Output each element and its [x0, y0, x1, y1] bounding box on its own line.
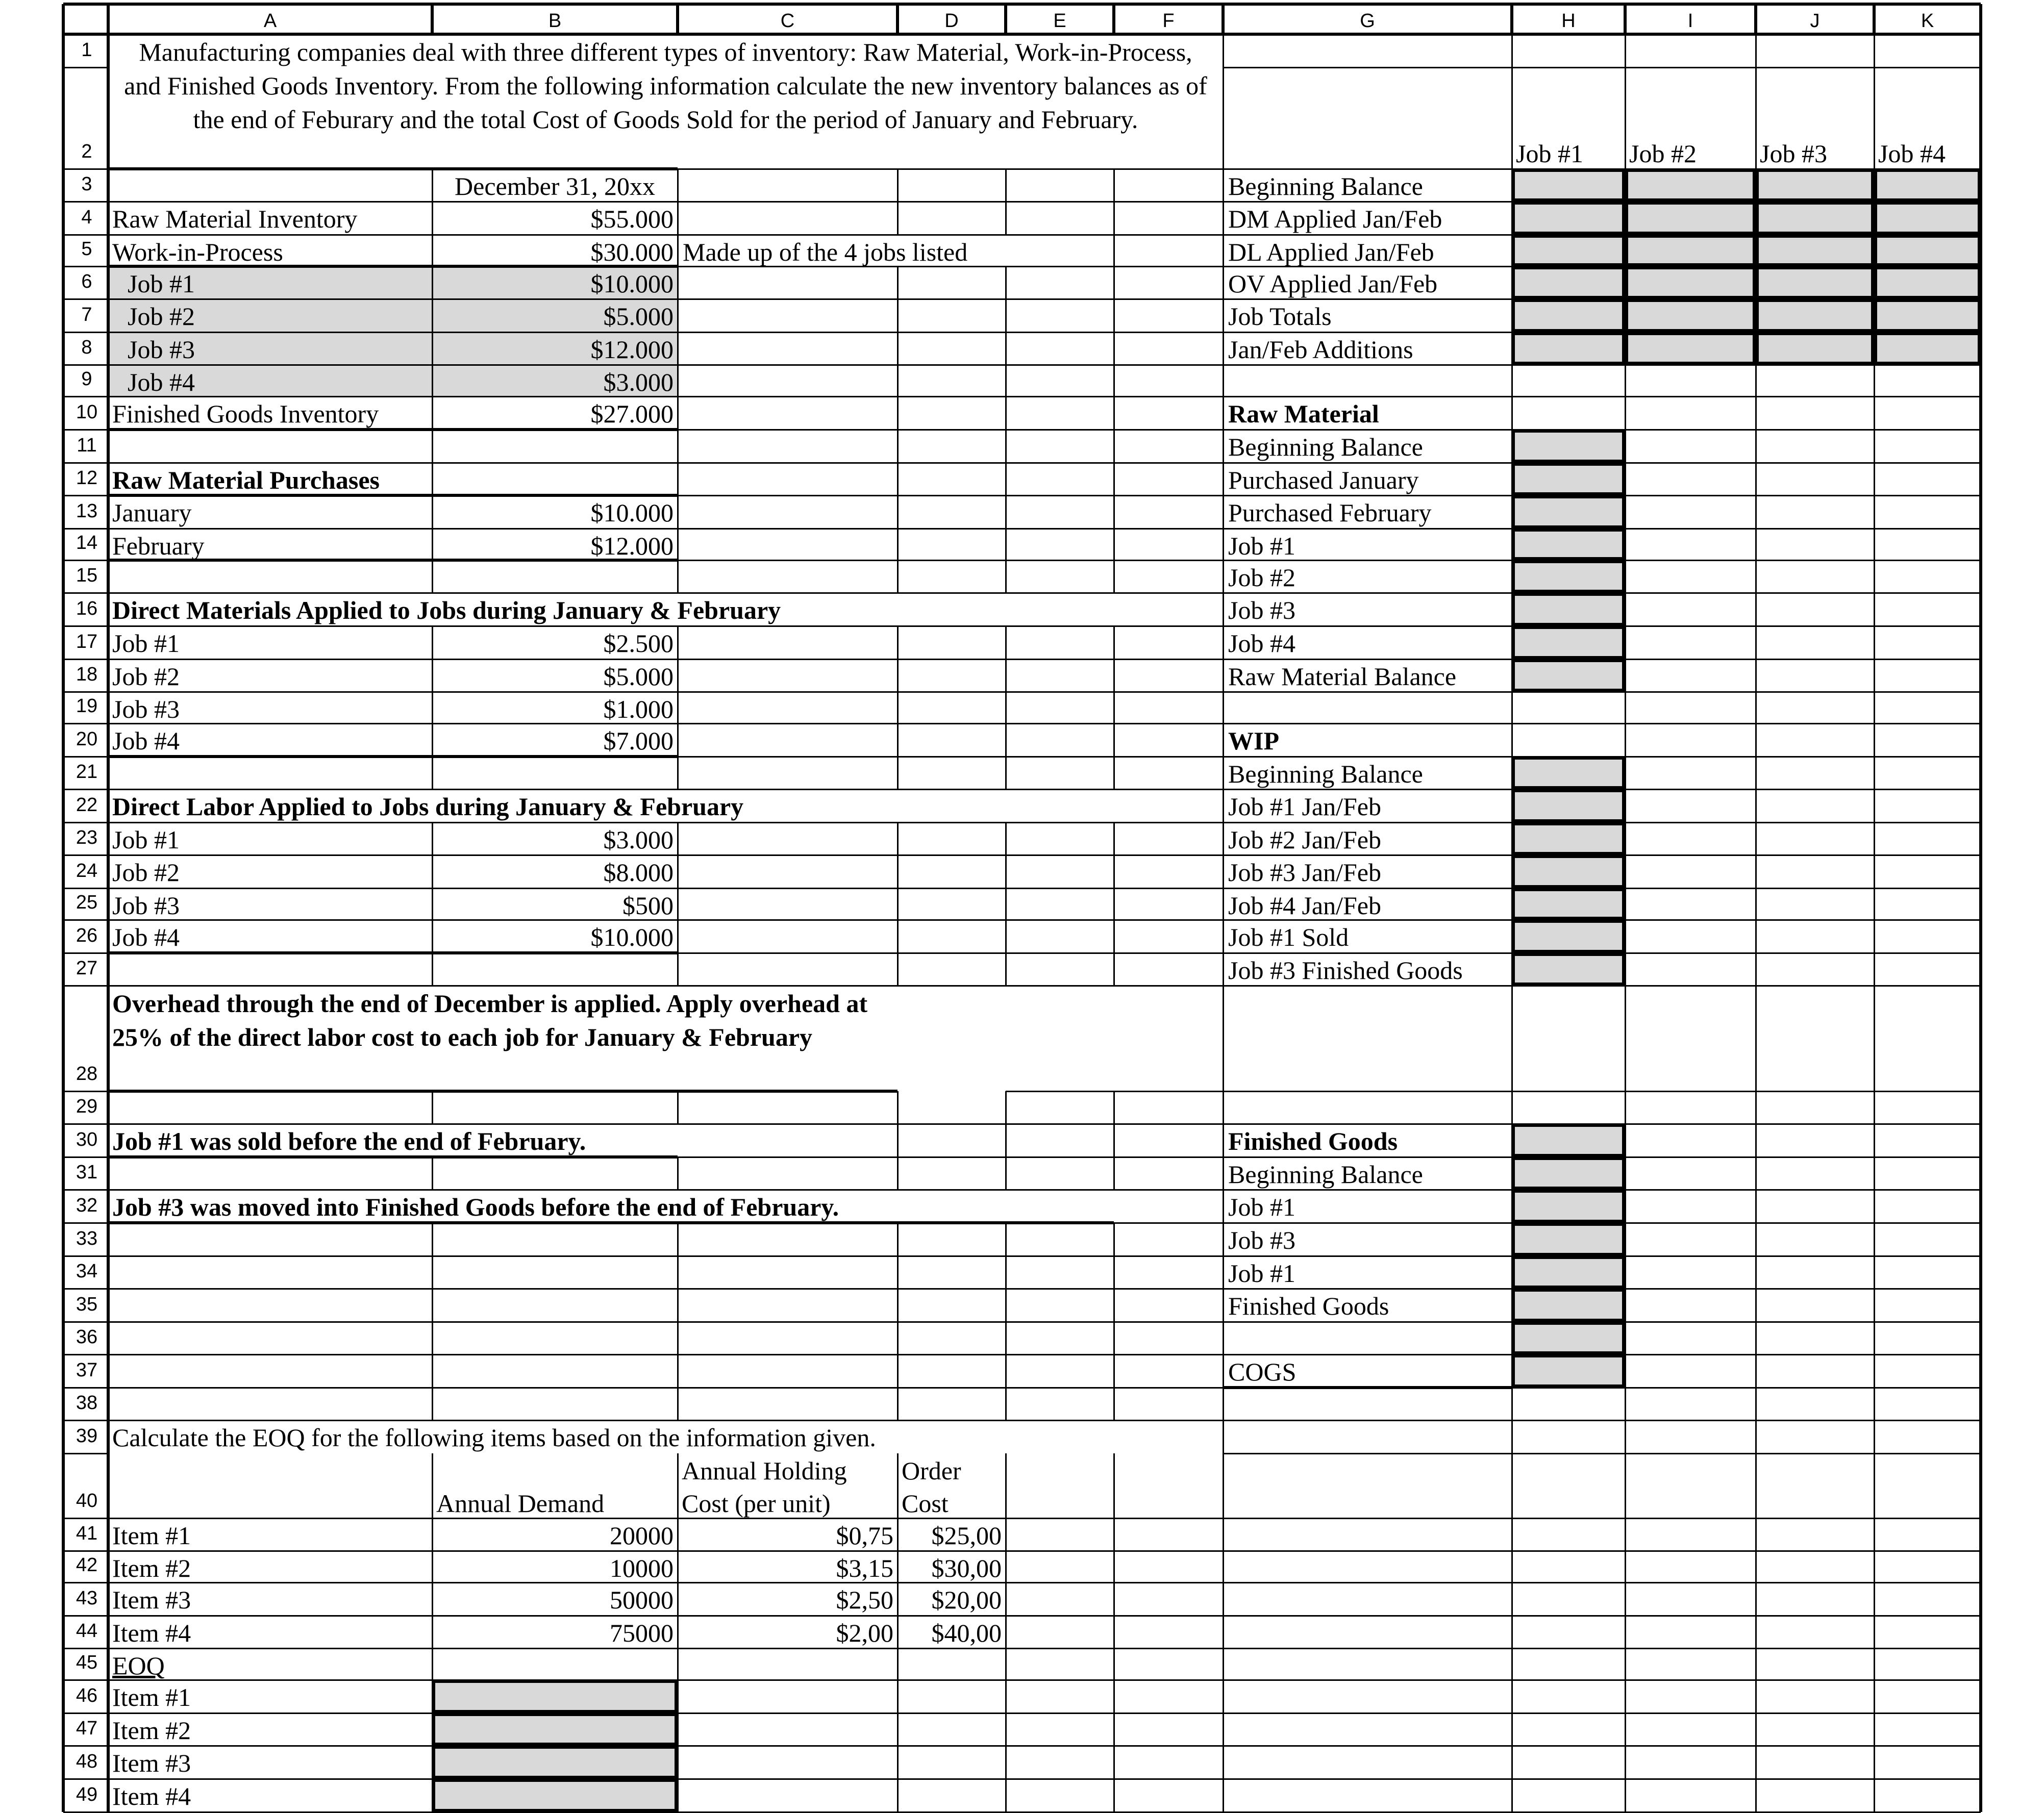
row-number[interactable]: 37 [76, 1359, 98, 1381]
eoq-holding-cost: $0,75 [836, 1521, 893, 1550]
grid-line [63, 1321, 1981, 1323]
grid-line [63, 67, 108, 68]
dm-job-label: Job #1 [112, 629, 180, 658]
eoq-result-label: Item #2 [112, 1716, 191, 1745]
grid-line [1005, 1091, 1007, 1190]
wip-row-label: Beginning Balance [1228, 760, 1423, 788]
answer-cell[interactable] [1512, 855, 1625, 888]
eoq-header-holding: Cost (per unit) [682, 1489, 831, 1518]
eoq-header-demand: Annual Demand [436, 1489, 605, 1518]
cogs-label: COGS [1228, 1357, 1297, 1386]
column-header-b[interactable]: B [548, 10, 562, 32]
section-title: Direct Labor Applied to Jobs during January & February [112, 792, 744, 821]
eoq-answer-cell[interactable] [432, 1680, 678, 1713]
date-header: December 31, 20xx [455, 172, 655, 200]
row-number[interactable]: 25 [76, 892, 98, 913]
overhead-note: Overhead through the end of December is applied. Apply overhead at 25% of the direct labor cost to each job for January & February [112, 989, 868, 1051]
section-title: Finished Goods [1228, 1127, 1398, 1155]
job-row-label: Jan/Feb Additions [1228, 335, 1413, 364]
dm-job-label: Job #2 [112, 662, 180, 691]
wip-row-label: Job #3 Finished Goods [1228, 956, 1463, 985]
column-header-top [63, 3, 1981, 6]
answer-cell[interactable] [1512, 659, 1625, 692]
job-input-cell[interactable] [1512, 299, 1625, 332]
eoq-order-cost: $40,00 [931, 1619, 1002, 1647]
row-number[interactable]: 35 [76, 1294, 98, 1315]
balance-label: Job #1 [128, 269, 195, 298]
eoq-answer-cell[interactable] [432, 1713, 678, 1746]
balance-value: $3.000 [603, 368, 674, 396]
grid-line [1113, 822, 1115, 986]
column-header-e[interactable]: E [1053, 10, 1066, 32]
grid-line [63, 1255, 1981, 1257]
dl-job-label: Job #3 [112, 891, 180, 920]
grid-line [63, 1453, 108, 1454]
raw-material-row-label: Job #4 [1228, 629, 1295, 658]
purchase-value: $12.000 [590, 532, 674, 560]
balance-label: Job #3 [128, 335, 195, 364]
finished-goods-row-label: Job #1 [1228, 1193, 1295, 1221]
row-number[interactable]: 8 [81, 337, 92, 358]
grid-line [897, 266, 899, 593]
row-number[interactable]: 20 [76, 728, 98, 750]
job-input-cell[interactable] [1512, 332, 1625, 365]
answer-cell[interactable] [1512, 495, 1625, 528]
answer-cell[interactable] [1512, 560, 1625, 593]
row-number[interactable]: 12 [76, 467, 98, 489]
sheet-left-border [62, 4, 65, 1812]
row-number[interactable]: 40 [76, 1490, 98, 1512]
grid-line [1005, 266, 1007, 593]
dm-job-value: $7.000 [603, 726, 674, 755]
job-input-cell[interactable] [1625, 332, 1756, 365]
eoq-holding-cost: $2,50 [836, 1585, 893, 1614]
grid-line [677, 822, 679, 986]
row-number[interactable]: 24 [76, 860, 98, 882]
section-title: WIP [1228, 726, 1279, 755]
row-number[interactable]: 31 [76, 1162, 98, 1183]
grid-line [432, 822, 433, 986]
row-number[interactable]: 43 [76, 1588, 98, 1609]
job-input-cell[interactable] [1625, 266, 1756, 299]
balance-label: Raw Material Inventory [112, 205, 358, 233]
answer-cell[interactable] [1512, 789, 1625, 822]
row-number[interactable]: 7 [81, 304, 92, 325]
grid-line [1113, 1453, 1115, 1812]
row-number[interactable]: 5 [81, 238, 92, 260]
answer-cell[interactable] [1512, 626, 1625, 659]
grid-line [63, 1354, 1981, 1355]
job-input-cell[interactable] [1874, 235, 1981, 266]
job-row-label: Job Totals [1228, 302, 1332, 331]
wip-row-label: Job #1 Sold [1228, 923, 1349, 951]
underline [108, 1090, 898, 1093]
job-row-label: DM Applied Jan/Feb [1228, 205, 1442, 233]
raw-material-row-label: Raw Material Balance [1228, 662, 1457, 691]
answer-cell[interactable] [1512, 1223, 1625, 1256]
eoq-header-order: Cost [902, 1489, 949, 1518]
job-input-cell[interactable] [1874, 332, 1981, 365]
grid-line [432, 1223, 433, 1420]
row-number[interactable]: 44 [76, 1620, 98, 1642]
dm-job-label: Job #4 [112, 726, 180, 755]
row-number[interactable]: 32 [76, 1195, 98, 1216]
job-input-cell[interactable] [1512, 235, 1625, 266]
grid-line [897, 626, 899, 789]
eoq-item-label: Item #3 [112, 1585, 191, 1614]
row-number[interactable]: 23 [76, 827, 98, 848]
job-input-cell[interactable] [1756, 202, 1874, 235]
raw-material-row-label: Beginning Balance [1228, 433, 1423, 461]
finished-goods-row-label: Job #1 [1228, 1259, 1295, 1288]
grid-line [432, 1091, 433, 1124]
grid-line [432, 1157, 433, 1190]
row-number[interactable]: 48 [76, 1751, 98, 1772]
answer-cell[interactable] [1512, 593, 1625, 626]
answer-cell[interactable] [1512, 1322, 1625, 1354]
grid-line [1006, 1091, 1981, 1092]
eoq-item-label: Item #2 [112, 1554, 191, 1582]
grid-line [1005, 169, 1007, 235]
grid-line [1113, 169, 1115, 593]
eoq-answer-cell[interactable] [432, 1746, 678, 1779]
eoq-result-label: Item #3 [112, 1749, 191, 1777]
job-input-cell[interactable] [1756, 235, 1874, 266]
column-header-d[interactable]: D [944, 10, 959, 32]
grid-line [63, 1387, 1981, 1389]
answer-cell[interactable] [1512, 953, 1625, 986]
raw-material-row-label: Job #2 [1228, 563, 1295, 592]
row-number[interactable]: 10 [76, 401, 98, 423]
answer-cell[interactable] [1512, 1124, 1625, 1157]
eoq-intro: Calculate the EOQ for the following items based on the information given. [112, 1423, 876, 1452]
grid-line [677, 169, 679, 593]
grid-line [897, 1453, 899, 1812]
row-number[interactable]: 11 [77, 435, 97, 456]
row-number[interactable]: 36 [76, 1326, 98, 1348]
eoq-title: EOQ [112, 1651, 165, 1680]
raw-material-row-label: Job #1 [1228, 532, 1295, 560]
eoq-header-holding: Annual Holding [682, 1456, 847, 1485]
eoq-result-label: Item #1 [112, 1683, 191, 1711]
dl-job-value: $3.000 [603, 825, 674, 854]
intro-text: Manufacturing companies deal with three different types of inventory: Raw Material, Work-in-Process, and Finished Goods Inventory. From the following information calculate the new inventory balances as of the end of Feburary and the total Cost of Goods Sold for the period of January and February. [124, 38, 1207, 134]
answer-cell[interactable] [1512, 1289, 1625, 1322]
row-number[interactable]: 27 [76, 958, 98, 979]
grid-line [1113, 1223, 1115, 1420]
answer-cell[interactable] [1512, 430, 1625, 463]
balance-label: Work-in-Process [112, 238, 283, 266]
job-input-cell[interactable] [1756, 266, 1874, 299]
grid-line [1113, 1091, 1115, 1190]
answer-cell[interactable] [1512, 463, 1625, 495]
job-input-cell[interactable] [1756, 299, 1874, 332]
grid-line [677, 626, 679, 789]
row-number[interactable]: 14 [76, 532, 98, 553]
answer-cell[interactable] [1512, 757, 1625, 789]
balance-note: Made up of the 4 jobs listed [683, 238, 968, 266]
purchase-label: January [112, 498, 192, 527]
eoq-order-cost: $25,00 [931, 1521, 1002, 1550]
grid-line [1223, 34, 1224, 1812]
row-number[interactable]: 39 [76, 1425, 98, 1447]
grid-line [677, 1223, 679, 1420]
dl-job-value: $500 [622, 891, 674, 920]
column-header-i[interactable]: I [1687, 10, 1693, 32]
row-number[interactable]: 41 [76, 1523, 98, 1544]
answer-cell[interactable] [1512, 1157, 1625, 1190]
dl-job-value: $10.000 [590, 923, 674, 951]
raw-material-row-label: Job #3 [1228, 596, 1295, 624]
eoq-order-cost: $20,00 [931, 1585, 1002, 1614]
row-number[interactable]: 42 [76, 1554, 98, 1576]
dl-job-value: $8.000 [603, 858, 674, 887]
row-number[interactable]: 19 [76, 695, 98, 717]
row-number[interactable]: 46 [76, 1685, 98, 1706]
dm-job-value: $5.000 [603, 662, 674, 691]
finished-goods-row-label: Job #3 [1228, 1226, 1295, 1254]
grid-line [1005, 626, 1007, 789]
grid-line [897, 822, 899, 986]
row-number[interactable]: 6 [81, 271, 92, 292]
answer-cell[interactable] [1512, 528, 1625, 560]
row-number[interactable]: 38 [76, 1392, 98, 1414]
grid-line [1223, 1453, 1981, 1454]
section-title: Direct Materials Applied to Jobs during January & February [112, 596, 781, 624]
balance-value: $55.000 [590, 205, 674, 233]
wip-row-label: Job #4 Jan/Feb [1228, 891, 1381, 920]
dl-job-label: Job #1 [112, 825, 180, 854]
eoq-result-label: Item #4 [112, 1782, 191, 1810]
job-input-cell[interactable] [1874, 202, 1981, 235]
row-number[interactable]: 2 [81, 141, 92, 162]
column-header-j[interactable]: J [1810, 10, 1820, 32]
job-input-cell[interactable] [1512, 202, 1625, 235]
job-column-header: Job #3 [1760, 139, 1827, 168]
row-number[interactable]: 30 [76, 1129, 98, 1150]
row-number[interactable]: 3 [81, 173, 92, 195]
row-number[interactable]: 49 [76, 1784, 98, 1805]
column-header-a[interactable]: A [263, 10, 277, 32]
dm-job-label: Job #3 [112, 695, 180, 723]
grid-line [677, 1091, 679, 1124]
grid-line [1223, 67, 1981, 68]
column-header-k[interactable]: K [1921, 10, 1934, 32]
row-number[interactable]: 15 [76, 565, 98, 586]
grid-line [1113, 626, 1115, 789]
row-number[interactable]: 4 [81, 207, 92, 228]
row-number[interactable]: 26 [76, 925, 98, 946]
grid-line [1005, 822, 1007, 986]
finished-goods-row-label: Finished Goods [1228, 1292, 1389, 1320]
answer-cell[interactable] [1512, 1354, 1625, 1388]
job-input-cell[interactable] [1874, 299, 1981, 332]
dl-job-label: Job #2 [112, 858, 180, 887]
section-title: Raw Material [1228, 399, 1379, 428]
job-input-cell[interactable] [1756, 169, 1874, 202]
grid-line [1005, 1453, 1007, 1812]
balance-label: Job #4 [128, 368, 195, 396]
row-number[interactable]: 28 [76, 1063, 98, 1085]
job-input-cell[interactable] [1625, 299, 1756, 332]
answer-cell[interactable] [1512, 822, 1625, 855]
job-input-cell[interactable] [1625, 235, 1756, 266]
balance-value: $27.000 [590, 399, 674, 428]
balance-label: Finished Goods Inventory [112, 399, 379, 428]
answer-cell[interactable] [1512, 920, 1625, 953]
job-column-header: Job #4 [1878, 139, 1946, 168]
grid-line [63, 1288, 1981, 1290]
balance-label: Job #2 [128, 302, 195, 331]
raw-material-row-label: Purchased January [1228, 466, 1419, 494]
eoq-demand: 20000 [610, 1521, 674, 1550]
row-number[interactable]: 29 [76, 1096, 98, 1117]
column-header-h[interactable]: H [1561, 10, 1576, 32]
answer-cell[interactable] [1512, 1256, 1625, 1289]
grid-line [897, 169, 899, 235]
eoq-demand: 75000 [610, 1619, 674, 1647]
row-number[interactable]: 1 [81, 39, 92, 61]
row-number[interactable]: 45 [76, 1652, 98, 1673]
section-title: Raw Material Purchases [112, 466, 380, 494]
wip-row-label: Job #2 Jan/Feb [1228, 825, 1381, 854]
raw-material-row-label: Purchased February [1228, 498, 1432, 527]
row-number[interactable]: 17 [76, 631, 98, 652]
row-number[interactable]: 21 [76, 761, 98, 783]
job3-note: Job #3 was moved into Finished Goods before the end of February. [112, 1193, 839, 1221]
job-row-label: Beginning Balance [1228, 172, 1423, 200]
eoq-header-order: Order [902, 1456, 961, 1485]
eoq-answer-cell[interactable] [432, 1779, 678, 1812]
eoq-item-label: Item #4 [112, 1619, 191, 1647]
balance-value: $12.000 [590, 335, 674, 364]
row-number[interactable]: 16 [76, 598, 98, 619]
dl-job-label: Job #4 [112, 923, 180, 951]
answer-cell[interactable] [1512, 888, 1625, 920]
eoq-demand: 10000 [610, 1554, 674, 1582]
job-input-cell[interactable] [1512, 169, 1625, 202]
grid-line [677, 1157, 679, 1190]
column-header-f[interactable]: F [1162, 10, 1175, 32]
job-column-header: Job #2 [1629, 139, 1697, 168]
row-number[interactable]: 18 [76, 664, 98, 685]
balance-value: $5.000 [603, 302, 674, 331]
wip-row-label: Job #1 Jan/Feb [1228, 792, 1381, 821]
job-row-label: OV Applied Jan/Feb [1228, 269, 1438, 298]
row-number[interactable]: 9 [81, 368, 92, 390]
eoq-demand: 50000 [610, 1585, 674, 1614]
dm-job-value: $2.500 [603, 629, 674, 658]
eoq-item-label: Item #1 [112, 1521, 191, 1550]
dm-job-value: $1.000 [603, 695, 674, 723]
wip-row-label: Job #3 Jan/Feb [1228, 858, 1381, 887]
finished-goods-row-label: Beginning Balance [1228, 1160, 1423, 1189]
job1-note: Job #1 was sold before the end of February. [112, 1127, 586, 1155]
job-input-cell[interactable] [1512, 266, 1625, 299]
job-input-cell[interactable] [1874, 169, 1981, 202]
job-input-cell[interactable] [1874, 266, 1981, 299]
job-column-header: Job #1 [1516, 139, 1583, 168]
row-number[interactable]: 22 [76, 794, 98, 816]
row-number[interactable]: 33 [76, 1228, 98, 1249]
grid-line [897, 1223, 899, 1420]
eoq-order-cost: $30,00 [931, 1554, 1002, 1582]
answer-cell[interactable] [1512, 1190, 1625, 1223]
balance-value: $10.000 [590, 269, 674, 298]
job-input-cell[interactable] [1756, 332, 1874, 365]
column-header-g[interactable]: G [1360, 10, 1375, 32]
row-number[interactable]: 34 [76, 1261, 98, 1282]
purchase-label: February [112, 532, 205, 560]
grid-line [1005, 1223, 1007, 1420]
row-number[interactable]: 13 [76, 500, 98, 522]
eoq-holding-cost: $3,15 [836, 1554, 893, 1582]
column-header-c[interactable]: C [780, 10, 795, 32]
grid-line [432, 626, 433, 789]
row-number[interactable]: 47 [76, 1718, 98, 1739]
job-input-cell[interactable] [1625, 169, 1756, 202]
eoq-holding-cost: $2,00 [836, 1619, 893, 1647]
job-row-label: DL Applied Jan/Feb [1228, 238, 1434, 266]
purchase-value: $10.000 [590, 498, 674, 527]
balance-value: $30.000 [590, 238, 674, 266]
job-input-cell[interactable] [1625, 202, 1756, 235]
